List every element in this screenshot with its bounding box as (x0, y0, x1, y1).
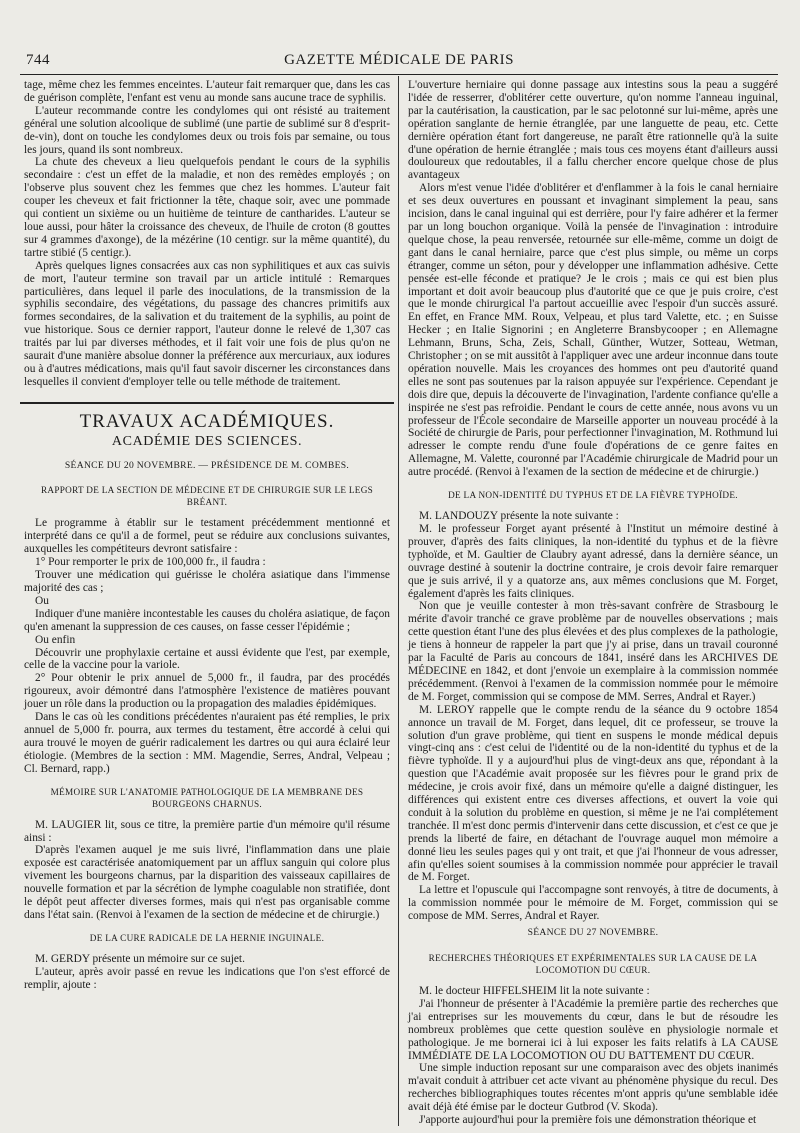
paragraph: Dans le cas où les conditions précédentes n'auraient pas été remplies, le prix annuel de 5,000 fr. pourra, aux termes du testament, être accordé à celui qui aura trouvé le moyen de guérir radicalement les dartres ou qui aura éclairé leur étiologie. (Membres de la section : MM. Magendie, Serres, Andral, Velpeau ; Cl. Bernard, rapp.) (24, 711, 390, 775)
paragraph: tage, même chez les femmes enceintes. L'auteur fait remarquer que, dans les cas de guérison complète, l'enfant est venu au monde sans aucune trace de syphilis. (24, 79, 390, 104)
column-divider (398, 76, 399, 1126)
section-title: TRAVAUX ACADÉMIQUES. (79, 410, 335, 432)
paragraph: J'ai l'honneur de présenter à l'Académie la première partie des recherches que j'ai entreprises sur les mouvements du cœur, dans le but de résoudre les nombreux problèmes que cette question soulève en physiologie normale et pathologique. Je me bornerai ici à lui exposer les faits relatifs à LA CAUSE IMMÉDIATE DE LA LOCOMOTION OU DU BATTEMENT DU CŒUR. (408, 997, 778, 1062)
paragraph: Ou enfin (35, 633, 76, 646)
paragraph: Après quelques lignes consacrées aux cas non syphilitiques et aux cas suivis de mort, l'auteur termine son travail par un article intitulé : Remarques particulières, dans lequel il parle des inoculations, de la transmission de la syphilis secondaire, des végétations, du passage des chancres primitifs aux formes secondaires, de la salivation et du traitement de la syphilis, au point de vue historique. Sous ce dernier rapport, l'auteur donne le relevé de 1,307 cas traités par lui par diverses méthodes, et il fait voir une fois de plus qu'on ne saurait d'une manière absolue donner la préférence aux mercuriaux, aux iodures ou à d'autres médications, mais qu'il faut savoir discerner les circonstances dans lesquelles il convient d'employer telle ou telle méthode de traitement. (24, 259, 390, 388)
paragraph: Non que je veuille contester à mon très-savant confrère de Strasbourg le mérite d'avoir tranché ce grave problème par de nouvelles observations ; mais cette question étant l'une des plus élevées et des plus complexes de la pathologie, je tiens à honneur de rappeler la part que j'y ai prise, dans un travail couronné par la Faculté de Paris au concours de 1841, inséré dans les ARCHIVES DE MÉDECINE en 1842, et dont j'envoie un exemplaire à la commission nommée précédemment. (Renvoi à l'examen de la commission nommée pour le mémoire de M. Forget, commission qui se compose de MM. Serres, Andral et Rayer.) (408, 600, 778, 703)
page-number: 744 (26, 52, 50, 68)
paragraph: J'apporte aujourd'hui pour la première fois une démonstration théorique et (419, 1114, 757, 1127)
paragraph: L'auteur recommande contre les condylomes qui ont résisté au traitement général une solution alcoolique de sublimé (une partie de sublimé sur 8 d'esprit-de-vin), dont on touche les condylomes deux ou trois fois par semaine, ou tous les jours, quand ils sont nombreux. (24, 104, 390, 156)
paragraph: M. le professeur Forget ayant présenté à l'Institut un mémoire destiné à prouver, d'après des faits cliniques, la non-identité du typhus et de la fièvre typhoïde, et M. Gaultier de Claubry ayant adressé, dans la dernière séance, un ouvrage destiné à soutenir la doctrine contraire, je crois devoir faire remarquer que je suis arrivé, il y a quatorze ans, aux mêmes conclusions que M. Forget, également d'après les faits cliniques. (408, 523, 778, 600)
paragraph: M. LEROY rappelle que le compte rendu de la séance du 9 octobre 1854 annonce un travail de M. Forget, dans lequel, dit ce professeur, se trouve la solution d'un grave problème, qui tient en suspens le monde médical depuis vingt-cinq ans : c'est celui de l'identité ou de la non-identité du typhus et de la fièvre typhoïde. Il y a aujourd'hui plus de vingt-deux ans que, répondant à la question que l'Académie avait proposée sur les fièvres pour le grand prix de médecine, je crois avoir fixé, dans un mémoire qu'elle a daigné distinguer, les différences qui existent entre ces diverses affections, et ouvert la voie qui conduit à la solution du problème en question, si même je ne l'ai complétement tranchée. Il m'est donc permis d'intervenir dans cette discussion, et c'est ce que je prends la liberté de faire, en détachant de l'ouvrage auquel mon mémoire a donné lieu les seules pages qui y ont trait, et que j'ai l'honneur de vous adresser, afin qu'elles soient soumises à la commission nommée pour apprécier le travail de M. Forget. (408, 703, 778, 884)
paragraph: M. GERDY présente un mémoire sur ce sujet. (35, 952, 245, 965)
section-subtitle: ACADÉMIE DES SCIENCES. (111, 433, 303, 449)
paragraph: Découvrir une prophylaxie certaine et aussi évidente que l'est, par exemple, celle de la vaccine pour la variole. (24, 646, 390, 672)
paragraph: Le programme à établir sur le testament précédemment mentionné et interprété dans ce qu'il a de formel, peut se réduire aux conclusions suivantes, auxquelles les compétiteurs devront satisfaire : (24, 517, 390, 556)
paragraph: 1° Pour remporter le prix de 100,000 fr., il faudra : (35, 556, 266, 569)
session-heading: SÉANCE DU 20 NOVEMBRE. — PRÉSIDENCE DE M. COMBES. (64, 459, 350, 471)
article-heading: DE LA NON-IDENTITÉ DU TYPHUS ET DE LA FIÈVRE TYPHOÏDE. (448, 490, 738, 501)
paragraph: Trouver une médication qui guérisse le choléra asiatique dans l'immense majorité des cas ; (24, 569, 390, 594)
header-rule (20, 74, 778, 75)
paragraph: Alors m'est venue l'idée d'oblitérer et d'enflammer à la fois le canal herniaire et ses deux ouvertures en poussant et invaginant simplement la peau, sans incision, dans le canal inguinal qui est derrière, pour l'y faire adhérer et la fermer par un long bouchon organique. Voilà la pensée de l'invagination : introduire quelque chose, la peau renversée, retournée sur elle-même, comme un doigt de gant dans le canal herniaire, parce que c'est plus simple, ou même un corps étranger, comme un séton, pour y développer une inflammation adhésive. Cette pensée est-elle féconde et pratique? Je le crois ; mais ce qui est bien plus important et doit avoir beaucoup plus d'autorité que ce que je puis croire, c'est que le monde chirurgical l'a partout accueillie avec l'espoir d'un succès assuré. En effet, en France MM. Roux, Velpeau, et plus tard Valette, etc. ; en Suisse Hecker ; en Italie Signorini ; en Angleterre Bransbycooper ; en Allemagne Lehmann, Bruns, Scha, Zeis, Schall, Günther, Wutzer, Sotteau, Wetman, Christopher ; on se mit aussitôt à l'appliquer avec une ardeur inconnue dans toute opération nouvelle. Mais les croyances des hommes ont peu d'autorité quand elles ne sont pas soutenues par la raison appuyée sur l'expérience. Cependant je dois dire que, depuis la découverte de l'invagination, l'ardente confiance qu'elle a inspirée ne s'est pas refroidie. Pendant le cours de cette année, nous avons vu un professeur de l'École secondaire de Marseille apporter un nouveau procédé à la Société de chirurgie de Paris, pour perfectionner l'invagination, M. Rothmund lui adresser le compte rendu d'une foule d'opérations de ce genre faites en Allemagne, M. Valette, couronné par l'Académie chirurgicale de Madrid pour un autre procédé. (Renvoi à l'examen de la section de médecine et de chirurgie.) (408, 182, 778, 479)
paragraph: D'après l'examen auquel je me suis livré, l'inflammation dans une plaie exposée est caractérisée anatomiquement par un afflux sanguin qui colore plus vivement les bourgeons charnus, par la disparition des vaisseaux capillaires de nouvelle formation et par la sécrétion de lymphe coagulable non stratifiée, dont le dépôt peut affecter diverses formes, mais qui n'est pas organisable comme dans l'état sain. (Renvoi à l'examen de la section de médecine et de chirurgie.) (24, 844, 390, 921)
left-column (24, 79, 390, 992)
article-heading: MÉMOIRE SUR L'ANATOMIE PATHOLOGIQUE DE LA MEMBRANE DES BOURGEONS CHARNUS. (50, 786, 364, 809)
article-heading: RAPPORT DE LA SECTION DE MÉDECINE ET DE CHIRURGIE SUR LE LEGS BRÉANT. (40, 485, 374, 508)
paragraph: Une simple induction reposant sur une comparaison avec des objets inanimés m'avait conduit à attribuer cet acte vivant au phénomène physique du recul. Des recherches bibliographiques toutes récentes m'ont appris qu'une semblable idée avait déjà été émise par le docteur Gutbrod (V. Skoda). (408, 1062, 778, 1114)
paragraph: M. LANDOUZY présente la note suivante : (419, 510, 619, 523)
session-heading: SÉANCE DU 27 NOVEMBRE. (527, 927, 659, 939)
right-column (408, 79, 778, 1127)
paragraph: Ou (35, 594, 49, 607)
page-header (20, 52, 778, 72)
journal-title: GAZETTE MÉDICALE DE PARIS (284, 52, 514, 68)
paragraph: M. le docteur HIFFELSHEIM lit la note suivante : (419, 985, 650, 997)
paragraph: L'auteur, après avoir passé en revue les indications que l'on s'est efforcé de remplir, ajoute : (24, 965, 390, 991)
paragraph: 2° Pour obtenir le prix annuel de 5,000 fr., il faudra, par des procédés rigoureux, avoir démontré dans l'atmosphère l'existence de matières pouvant jouer un rôle dans la production ou la propagation des maladies épidémiques. (24, 672, 390, 711)
article-heading: DE LA CURE RADICALE DE LA HERNIE INGUINALE. (89, 932, 325, 943)
paragraph: L'ouverture herniaire qui donne passage aux intestins sous la peau a suggéré l'idée de resserrer, d'oblitérer cette ouverture, qu'on nomme l'anneau inguinal, par la cautérisation, la caustication, par le sac pelotonné sur lui-même, après une opération sanglante de hernie étranglée, par une languette de peau, etc. Cette dernière opération étant fort dangereuse, ne paraît être rationnelle qu'à la suite d'une opération de hernie étranglée ; mais tous ces moyens étant d'ailleurs aussi douloureux que redoutables, il a fallu chercher encore quelque chose de plus avantageux (408, 79, 778, 182)
paragraph: Indiquer d'une manière incontestable les causes du choléra asiatique, de façon qu'en amenant la suppression de ces causes, on fasse cesser l'épidémie ; (24, 607, 390, 633)
paragraph: M. LAUGIER lit, sous ce titre, la première partie d'un mémoire qu'il résume ainsi : (24, 818, 390, 844)
article-heading: RECHERCHES THÉORIQUES ET EXPÉRIMENTALES SUR LA CAUSE DE LA LOCOMOTION DU CŒUR. (428, 953, 758, 975)
section-divider (20, 402, 394, 404)
paragraph: La lettre et l'opuscule qui l'accompagne sont renvoyés, à titre de documents, à la commission nommée pour le mémoire de M. Forget, commission qui se compose de MM. Serres, Andral et Rayer. (408, 884, 778, 923)
paragraph: La chute des cheveux a lieu quelquefois pendant le cours de la syphilis secondaire : c'est un effet de la maladie, et non des remèdes employés ; on l'observe plus souvent chez les femmes que chez les hommes. L'auteur fait couper les cheveux et fait frictionner la tête, chaque soir, avec une pommade qui contient un sixième ou un huitième de teinture de cantharides. L'auteur se loue aussi, pour hâter la croissance des cheveux, de l'huile de croton (8 gouttes sur 4 grammes d'axonge), de la mézérine (10 centigr. sur la même quantité), du tartre stibié (5 centigr.). (24, 156, 390, 259)
